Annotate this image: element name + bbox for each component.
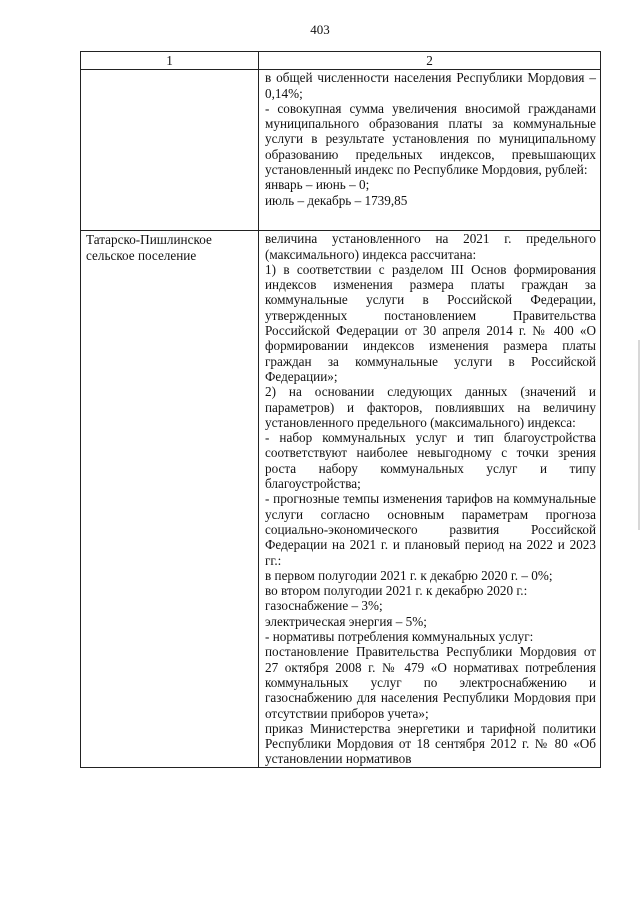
paragraph: - прогнозные темпы изменения тарифов на коммунальные услуги согласно основным параметрам прогноза социально-экономического развития Российской Федерации на 2021 г. и плановый период на 2022 и 2023 гг.:: [265, 491, 596, 568]
paragraph: январь – июнь – 0;: [265, 177, 370, 193]
description-cell: [259, 70, 601, 231]
paragraph: - нормативы потребления коммунальных услуг:: [265, 629, 534, 645]
column-header-2: 2: [259, 52, 601, 70]
table-row: [81, 231, 601, 767]
municipality-cell: [81, 70, 259, 231]
description-cell: [259, 231, 601, 767]
paragraph: - совокупная сумма увеличения вносимой гражданами муниципального образования платы за коммунальные услуги в результате установления по муниципальному образованию предельных индексов, превышающих установленный индекс по Республике Мордовия, рублей:: [265, 100, 596, 178]
index-table: [80, 51, 601, 768]
paragraph: во втором полугодии 2021 г. к декабрю 2020 г.:: [265, 583, 528, 599]
paragraph: величина установленного на 2021 г. предельного (максимального) индекса рассчитана:: [265, 231, 596, 262]
paragraph: 1) в соответствии с разделом III Основ формирования индексов изменения размера платы граждан за коммунальные услуги в Российской Федерации, утвержденных постановлением Правительства Российской Федерации от 30 апреля 2014 г. № 400 «О формировании индексов изменения размера платы граждан за коммунальные услуги в Российской Федерации»;: [265, 261, 596, 384]
municipality-cell: [81, 231, 259, 767]
paragraph: электрическая энергия – 5%;: [265, 613, 427, 629]
column-header-1: 1: [81, 52, 259, 70]
table-row: [81, 70, 601, 231]
paragraph: в первом полугодии 2021 г. к декабрю 2020 г. – 0%;: [265, 567, 553, 583]
paragraph: постановление Правительства Республики Мордовия от 27 октября 2008 г. № 479 «О нормативах потребления коммунальных услуг по электроснабжению и газоснабжению для населения Республики Мордовия при отсутствии приборов учета»;: [265, 644, 596, 721]
municipality-name: Татарско-Пишлинское сельское поселение: [86, 232, 212, 263]
paragraph: июль – декабрь – 1739,85: [265, 192, 408, 208]
page-number: 403: [310, 22, 330, 37]
paragraph: в общей численности населения Республики Мордовия – 0,14%;: [265, 70, 596, 101]
paragraph: 2) на основании следующих данных (значений и параметров) и факторов, повлиявших на величину установленного предельного (максимального) индекса:: [265, 384, 596, 430]
paragraph: - набор коммунальных услуг и тип благоустройства соответствуют наиболее невыгодному с точки зрения роста набору коммунальных услуг и типу благоустройства;: [265, 430, 596, 492]
paragraph: приказ Министерства энергетики и тарифной политики Республики Мордовия от 18 сентября 2012 г. № 80 «Об установлении нормативов: [265, 720, 596, 767]
paragraph: газоснабжение – 3%;: [265, 598, 383, 614]
table-header-row: [81, 52, 601, 70]
